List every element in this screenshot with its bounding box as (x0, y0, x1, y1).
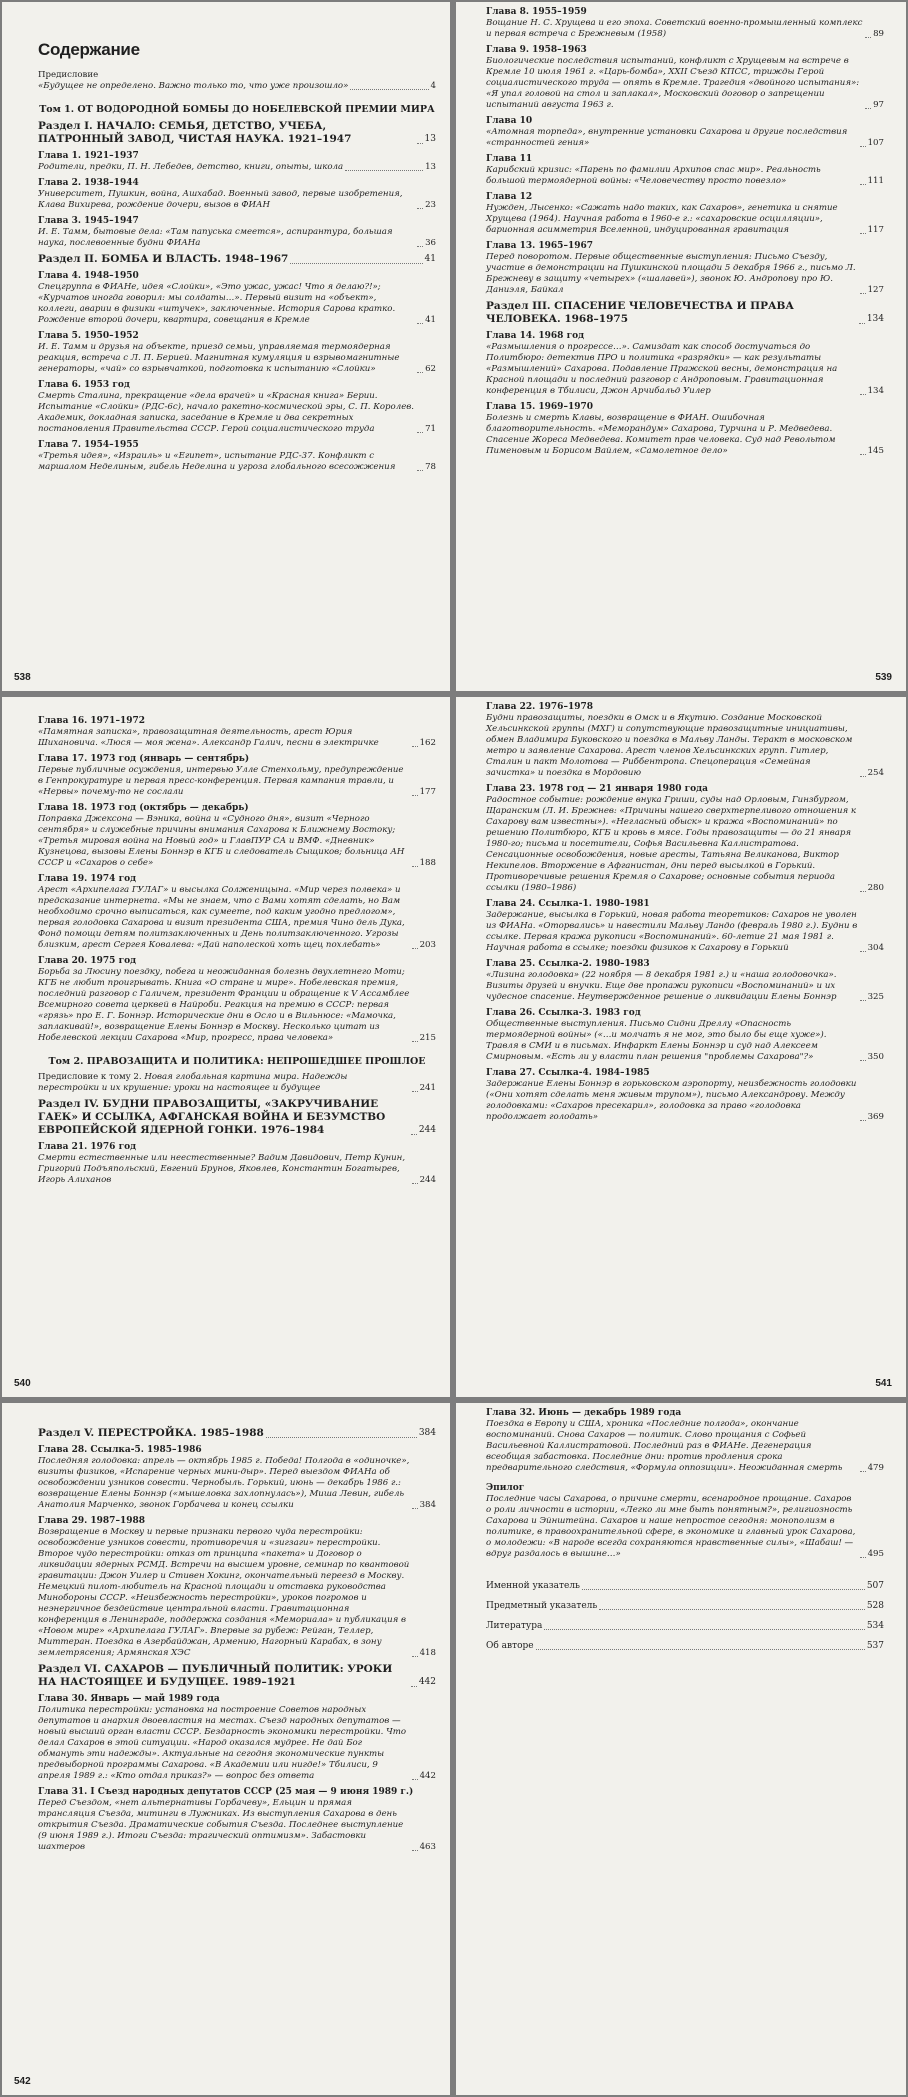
toc-entry: Глава 12 Нужден, Лысенко: «Сажать надо таких, как Сахаров», генетика и снятие Хрущева (1964). Научная работа в 1960-е г.: «сахаровские осцилляции», барионная асимметрия Вселенной, индуцированная гравитация 117 (486, 192, 884, 235)
toc-entry-about-author: Об авторе 537 (486, 1641, 884, 1651)
tome-heading: Том 1. ОТ ВОДОРОДНОЙ БОМБЫ ДО НОБЕЛЕВСКОЙ ПРЕМИИ МИРА (39, 104, 435, 115)
toc-entry: Глава 9. 1958–1963 Биологические последствия испытаний, конфликт с Хрущевым на встрече в Кремле 10 июля 1961 г. «Царь-бомба», XXII Съезд КПСС, трижды Герой социалистического труда — опять в Кремле. Трагедия «двойного испытания»: «Я упал головой на стол и заплакал», Московский договор о запрещении испытаний августа 1963 г. 97 (486, 45, 884, 110)
toc-entry: Глава 10 «Атомная торпеда», внутренние установки Сахарова и другие последствия «странностей гения» 107 (486, 116, 884, 148)
toc-entry-preface (38, 70, 436, 92)
toc-entry: Глава 7. 1954–1955 «Третья идея», «Израиль» и «Египет», испытание РДС-37. Конфликт с маршалом Неделиным, гибель Неделина и угроза глобального всесожжения 78 (38, 440, 436, 472)
toc-column (38, 34, 436, 477)
toc-entry: Глава 3. 1945–1947 И. Е. Тамм, бытовые дела: «Там папуська смеется», аспирантура, большая наука, послевоенные будни ФИАНа 36 (38, 216, 436, 248)
page-540 (2, 697, 450, 1397)
toc-entry: Глава 13. 1965–1967 Перед поворотом. Первые общественные выступления: Письмо Съезду, участие в демонстрации на Пушкинской площади 5 декабря 1966 г., письмо Л. Брежневу в защиту «четырех» («шалавей»), звонок Ю. Андропову про Ю. Даниэля, Байкал 127 (486, 241, 884, 295)
page-539 (456, 2, 906, 691)
section-heading: Раздел III. СПАСЕНИЕ ЧЕЛОВЕЧЕСТВА И ПРАВА ЧЕЛОВЕКА. 1968–1975 134 (486, 300, 884, 325)
toc-entry: Глава 23. 1978 год — 21 января 1980 года Радостное событие: рождение внука Гриши, суды над Орловым, Гинзбургом, Щаранским (Л. И. Брежнев: «Причины нашего сверхтерпеливого отношения к Сахарову вам известны»). «Негласный обыск» и кража «Воспоминаний» по решению Политбюро, КГБ и кровь в мясе. Годы правозащиты — до 21 января 1980-го; письма и посетители, Софья Васильевна Каллистратова. Сенсационные освобождения, новые аресты, Татьяна Великанова, Виктор Некипелов. Вторжение в Афганистан, дни перед высылкой в Горький. Противоречивые решения Кремля о Сахарове; основные события периода ссылки (1980–1986) 280 (486, 784, 884, 893)
toc-entry: Глава 15. 1969–1970 Болезнь и смерть Клавы, возвращение в ФИАН. Ошибочная благотворительность. «Меморандум» Сахарова, Турчина и Р. Медведева. Спасение Жореса Медведева. Комитет прав человека. Суд над Револьтом Пименовым и Борисом Вайлем, «Самолетное дело» 145 (486, 402, 884, 456)
toc-entry: Глава 27. Ссылка-4. 1984–1985 Задержание Елены Боннэр в горьковском аэропорту, неизбежность голодовки («Они хотят сделать меня живым трупом»), письмо Александрову. Между голодовками: «Сахаров пресекарил», голодовка за право «голодовка продолжает голодать» 369 (486, 1068, 884, 1122)
toc-entry: Глава 26. Ссылка-3. 1983 год Общественные выступления. Письмо Сидни Дреллу «Опасность термоядерной войны» («…и молчать я не мог, это было бы еще хуже»). Травля в СМИ и в письмах. Инфаркт Елены Боннэр и суд над Алексеем Смирновым. «Есть ли у власти план решения "проблемы Сахарова"?» 350 (486, 1008, 884, 1062)
page-number: 4 (430, 81, 436, 91)
page-542 (2, 1403, 450, 2095)
page-number-folio: 542 (14, 2076, 31, 2087)
page-title: Содержание (38, 40, 140, 59)
toc-entry: Глава 20. 1975 год Борьба за Люсину поездку, побега и неожиданная болезнь двухлетнего Моти; КГБ не любит проигрывать. Книга «О стране и мире». Нобелевская премия, последний разговор с Галичем, президент Франции и обращение к V Ассамблее Всемирного совета церквей в Найроби. Реакция на премию в СССР: первая «грязь» про Е. Г. Боннэр. Исторические дни в Осло и в Вильнюсе: «Мамочка, заплакивай!», возвращение Елены Боннэр в Москву. Несколько цитат из Нобелевской лекции Сахарова «Мир, прогресс, права человека» 215 (38, 956, 436, 1043)
toc-entry-name-index: Именной указатель 507 (486, 1581, 884, 1591)
toc-entry: Глава 16. 1971–1972 «Памятная записка», правозащитная деятельность, арест Юрия Шихановича. «Люся — моя жена». Александр Галич, песни в электричке 162 (38, 716, 436, 748)
page-541 (456, 697, 906, 1397)
toc-entry: Глава 4. 1948–1950 Спецгруппа в ФИАНе, идея «Слойки», «Это ужас, ужас! Что я делаю?!»; «Курчатов иногда говорил: мы солдаты…». Первый визит на «объект», коллеги, аварии в физики «штучек», заключенные. История Сарова кратко. Рождение второй дочери, квартира, совещания в Кремле 41 (38, 271, 436, 325)
toc-entry: Глава 30. Январь — май 1989 года Политика перестройки: установка на построение Советов народных депутатов и анархия двоевластия на местах. Съезд народных депутатов — новый высший орган власти СССР. Бездарность экономики перестройки. Что делал Сахаров в этой ситуации. «Народ оказался мудрее. Не дай Бог обмануть эти надежды». Актуальные на сегодня экономические пункты предвыборной программы Сахарова. «В Академии или нигде!» Тбилиси, 9 апреля 1989 г.: «Кто отдал приказ?» — вопрос без ответа 442 (38, 1694, 436, 1781)
page-543 (456, 1403, 906, 2095)
toc-column (486, 1407, 884, 1660)
toc-column (486, 701, 884, 1127)
toc-entry: Глава 32. Июнь — декабрь 1989 года Поездка в Европу и США, хроника «Последние полгода», окончание воспоминаний. Снова Сахаров — политик. Слово прощания с Софьей Васильевной Каллистратовой. Последний раз в ФИАНе. Дегенерация всеобщая забастовка. Последние дни: против продления срока предварительного следствия, «Формула оппозиции». Неожиданная смерть 479 (486, 1408, 884, 1473)
page-number-folio: 541 (875, 1378, 892, 1389)
toc-entry: Глава 21. 1976 год Смерти естественные или неестественные? Вадим Давидович, Петр Кунин, Григорий Подъяпольский, Евгений Брунов, Яковлев, Константин Богатырев, Игорь Алиханов 244 (38, 1142, 436, 1185)
toc-entry: Глава 1. 1921–1937 Родители, предки, П. Н. Лебедев, детство, книги, опыты, школа 13 (38, 151, 436, 172)
toc-entry: Глава 29. 1987–1988 Возвращение в Москву и первые признаки первого чуда перестройки: освобождение узников совести, противоречия и «зигзаги» перестройки. Второе чудо перестройки: отказ от принципа «пакета» и Договор о ликвидации ядерных РСМД. Встречи на высшем уровне, семинар по квантовой гравитации: Джон Уилер и Стивен Хокинг, окончательный переезд в Москву. Немецкий пилот-любитель на Красной площади и отставка руководства Минобороны СССР. «Неизбежность перестройки», уроков погромов и неэнергичное бездействие центральной власти. Гравитационная конференция в Ленинграде, поддержка создания «Мемориала» и публикация в «Новом мире» «Архипелага ГУЛАГ». Впервые за рубеж: Рейган, Теллер, Миттеран. Поездка в Азербайджан, Армению, Нагорный Карабах, в зону землетрясения; Армянская ХЭС 418 (38, 1516, 436, 1658)
toc-entry: Глава 19. 1974 год Арест «Архипелага ГУЛАГ» и высылка Солженицына. «Мир через полвека» и предсказание интернета. «Мы не знаем, что с Вами хотят сделать, но Вам необходимо срочно выписаться, как сумеете, под каким угодно предлогом», первая голодовка Сахарова и визит президента США, премия Чино дель Дука, Фонд помощи детям политзаключенных и День политзаключенного. Угрозы близким, арест Сергея Ковалева: «Дай наполеской хоть щец похлебать» 203 (38, 874, 436, 950)
toc-entry: Глава 11 Карибский кризис: «Парень по фамилии Архипов спас мир». Реальность большой термоядерной войны: «Человечеству просто повезло» 111 (486, 154, 884, 186)
toc-entry-epilogue: Эпилог Последние часы Сахарова, о причине смерти, всенародное прощание. Сахаров о роли личности в истории, «Легко ли мне быть понятным?», религиозность Сахарова и Эйнштейна. Сахаров и наше непростое сегодня: монополизм в политике, в правоохранительной сфере, в экономике и главный урок Сахарова, о молодежи: «В народе всегда сохраняются нравственные силы», «Шабаш! — вдруг раздалось в вышине…» 495 (486, 1483, 884, 1559)
toc-entry: Глава 8. 1955–1959 Вощание Н. С. Хрущева и его эпоха. Советский военно-промышленный комплекс и первая встреча с Брежневым (1958) 89 (486, 7, 884, 39)
toc-entry-subject-index: Предметный указатель 528 (486, 1601, 884, 1611)
toc-entry: Глава 28. Ссылка-5. 1985–1986 Последняя голодовка: апрель — октябрь 1985 г. Победа! Полгода в «одиночке», визиты физиков, «Испарение черных мини-дыр». Перед выездом ФИАНа об освобождении узников совести. Чернобыль. Горький, июнь — декабрь 1986 г.: возвращение Елены Боннэр («мышеловка захлопнулась»), Миша Левин, гибель Анатолия Марченко, звонок Горбачева и конец ссылки 384 (38, 1445, 436, 1510)
toc-entry: Глава 5. 1950–1952 И. Е. Тамм и друзья на объекте, приезд семьи, управляемая термоядерная реакция, встреча с Л. П. Берией. Магнитная кумуляция и взрывомагнитные генераторы, «чай» со взрывчаткой, подготовка к испытанию «Слойки» 62 (38, 331, 436, 374)
section-heading: Раздел I. НАЧАЛО: СЕМЬЯ, ДЕТСТВО, УЧЕБА, ПАТРОННЫЙ ЗАВОД, ЧИСТАЯ НАУКА. 1921–1947 13 (38, 120, 436, 145)
section-heading: Раздел II. БОМБА И ВЛАСТЬ. 1948–1967 41 (38, 253, 436, 265)
toc-entry: Глава 6. 1953 год Смерть Сталина, прекращение «дела врачей» и «Красная книга» Берии. Испытание «Слойки» (РДС-6с), начало ракетно-космической эры, С. П. Королев. Академик, докладная записка, заседание в Кремле и два секретных постановления Правительства СССР. Герой социалистического труда 71 (38, 380, 436, 434)
page-number-folio: 539 (875, 672, 892, 683)
section-heading: Раздел IV. БУДНИ ПРАВОЗАЩИТЫ, «ЗАКРУЧИВАНИЕ ГАЕК» И ССЫЛКА, АФГАНСКАЯ ВОЙНА И БЕЗУМСТВО ЕВРОПЕЙСКОЙ ЯДЕРНОЙ ГОНКИ. 1976–1984 244 (38, 1098, 436, 1136)
page-538 (2, 2, 450, 691)
toc-entry: Глава 22. 1976–1978 Будни правозащиты, поездки в Омск и в Якутию. Создание Московской Хельсинкской группы (МХГ) и сопутствующие правозащитные инициативы, обмен Владимира Буковского и поездка в Мальву Ланды. Теракт в московском метро и заявление Сахарова. Арест членов Хельсинкских групп. Гитлер, Сталин и пакт Молотова — Риббентропа. Спецоперация «Семейная зачистка» и поездка в Мордовию 254 (486, 702, 884, 778)
page-number-folio: 540 (14, 1378, 31, 1389)
toc-entry: Глава 14. 1968 год «Размышления о прогрессе…». Самиздат как способ достучаться до Политбюро: детектив ПРО и политика «разрядки» — как результаты «Размышлений» Сахарова. Подавление Пражской весны, демонстрация на Красной площади и последний разговор с Андроповым. Гравитационная конференция в Тбилиси, Джон Арчибальд Уилер 134 (486, 331, 884, 396)
toc-column (38, 715, 436, 1190)
toc-entry-preface: Предисловие к тому 2. Новая глобальная картина мира. Надежды перестройки и их крушение: уроки на настоящее и будущее 241 (38, 1072, 436, 1093)
toc-entry: Глава 24. Ссылка-1. 1980–1981 Задержание, высылка в Горький, новая работа теоретиков: Сахаров не уволен из ФИАНа. «Оторвались» и навестили Мальву Ландо (февраль 1980 г.). Будни в ссылке. Первая кража рукописи «Воспоминаний». 60-летие 21 мая 1981 г. Научная работа в ссылке; поездки физиков к Сахарову в Горький 304 (486, 899, 884, 953)
toc-entry: Глава 18. 1973 год (октябрь — декабрь) Поправка Джексона — Вэника, война и «Судного дня», визит «Черного сентября» и служебные причины внимания Сахарова к Ближнему Востоку; «Третья мировая война на Новый год» и ГлавПУР СА и ВМФ. «Дневник» Кузнецова, вызовы Елены Боннэр в КГБ и следователь Сыщиков; больница АН СССР и «Сахаров о себе» 188 (38, 803, 436, 868)
toc-entry-literature: Литература 534 (486, 1621, 884, 1631)
section-heading: Раздел VI. САХАРОВ — ПУБЛИЧНЫЙ ПОЛИТИК: УРОКИ НА НАСТОЯЩЕЕ И БУДУЩЕЕ. 1989–1921 442 (38, 1663, 436, 1688)
page-number-folio: 538 (14, 672, 31, 683)
toc-entry: Глава 2. 1938–1944 Университет, Пушкин, война, Ашхабад. Военный завод, первые изобретения, Клава Вихирева, рождение дочери, вызов в ФИАН 23 (38, 178, 436, 210)
toc-entry: Глава 17. 1973 год (январь — сентябрь) Первые публичные осуждения, интервью Улле Стенхольму, предупреждение в Генпрокуратуре и первая пресс-конференция. Первая кампания травли, и «Нервы» почему-то не сослали 177 (38, 754, 436, 797)
toc-column (38, 1423, 436, 1857)
toc-entry: Глава 31. I Съезд народных депутатов СССР (25 мая — 9 июня 1989 г.) Перед Съездом, «нет альтернативы Горбачеву», Ельцин и прямая трансляция Съезда, митинги в Лужниках. Из выступления Сахарова в день открытия Съезда. Драматические события Съезда. Последнее выступление (9 июня 1989 г.). Итоги Съезда: трагический оптимизм». Забастовки шахтеров 463 (38, 1787, 436, 1852)
toc-entry: Глава 25. Ссылка-2. 1980–1983 «Лизина голодовка» (22 ноября — 8 декабря 1981 г.) и «наша голодовочка». Визиты друзей и внучки. Еще две пропажи рукописи «Воспоминаний» и их чудесное спасение. Неутвержденное решение о ликвидации Елены Боннэр 325 (486, 959, 884, 1002)
section-heading: Раздел V. ПЕРЕСТРОЙКА. 1985–1988 384 (38, 1427, 436, 1439)
toc-column (486, 6, 884, 461)
entry-title: Предисловие (38, 70, 99, 80)
tome-heading: Том 2. ПРАВОЗАЩИТА И ПОЛИТИКА: НЕПРОШЕДШЕЕ ПРОШЛОЕ (48, 1056, 426, 1067)
entry-desc: «Будущее не определено. Важно только то, что уже произошло» (38, 81, 349, 91)
